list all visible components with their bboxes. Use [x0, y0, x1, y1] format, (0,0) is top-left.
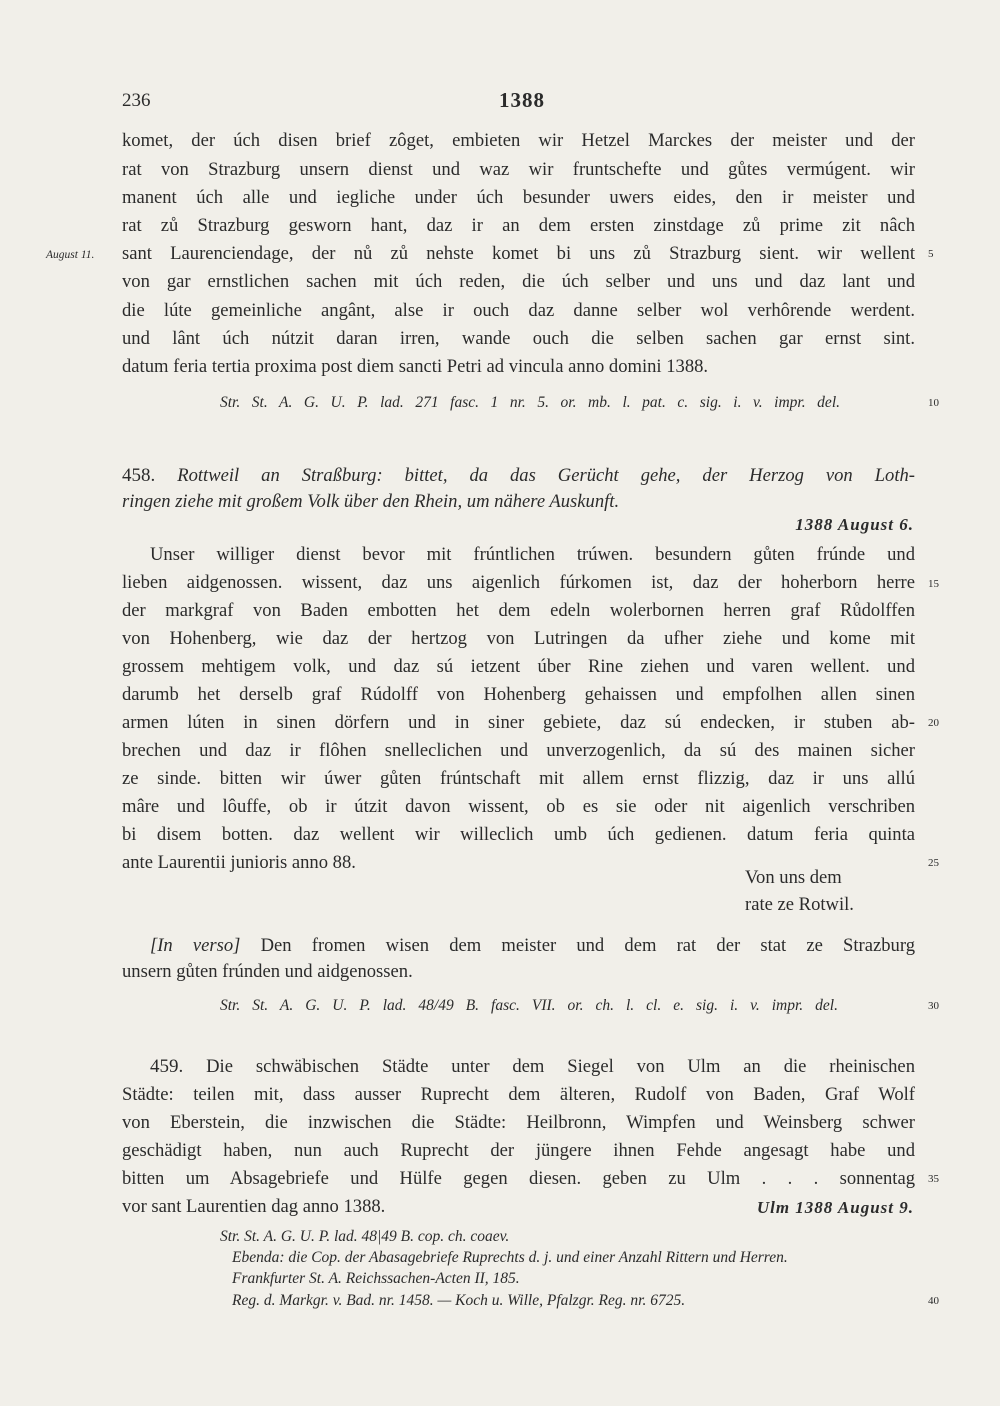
doc458-closing-1: Von uns dem — [745, 867, 842, 888]
doc458-line-8: brechen und daz ir flôhen snelleclichen und unverzogenlich, da sú des mainen sicher — [122, 740, 915, 761]
doc458-line-4: von Hohenberg, wie daz der hertzog von Lutringen da ufher ziehe und kome mit — [122, 628, 915, 649]
doc458-verso-label: [In verso] — [150, 935, 241, 956]
line-number-30: 30 — [928, 1000, 939, 1012]
doc458-line-5: grossem mehtigem volk, und daz sú ietzent úber Rine ziehen und varen wellent. und — [122, 656, 915, 677]
doc459-number: 459. — [150, 1056, 184, 1077]
doc458-source: Str. St. A. G. U. P. lad. 48/49 B. fasc. VII. or. ch. l. cl. e. sig. i. v. impr. del. — [220, 997, 838, 1014]
doc457-line-9: datum feria tertia proxima post diem sancti Petri ad vincula anno domini 1388. — [122, 356, 709, 377]
doc459-line-3: von Eberstein, die inzwischen die Städte: Heilbronn, Wimpfen und Weinsberg schwer — [122, 1112, 915, 1133]
doc458-heading-2: ringen ziehe mit großem Volk über den Rhein, um nähere Auskunft. — [122, 491, 620, 512]
doc458-line-2: lieben aidgenossen. wissent, daz uns aigenlich fúrkomen ist, daz der hoherborn herre — [122, 572, 915, 593]
doc458-line-9: ze sinde. bitten wir úwer gůten frúntschaft mit allem ernst flizzig, daz ir uns allú — [122, 768, 915, 789]
doc458-heading-1: Rottweil an Straßburg: bittet, da das Gerücht gehe, der Herzog von Loth- — [177, 465, 915, 486]
doc457-line-1: komet, der úch disen brief zôget, embieten wir Hetzel Marckes der meister und der — [122, 130, 915, 151]
doc457-line-6: von gar ernstlichen sachen mit úch reden, die úch selber und uns und daz lant und — [122, 271, 915, 292]
doc459-line-4: geschädigt haben, nun auch Ruprecht der jüngere ihnen Fehde angesagt habe und — [122, 1140, 915, 1161]
doc459-line-1 — [150, 1053, 915, 1080]
doc459-line-6: vor sant Laurentien dag anno 1388. — [122, 1196, 386, 1217]
doc459-line-2: Städte: teilen mit, dass ausser Ruprecht dem älteren, Rudolf von Baden, Graf Wolf — [122, 1084, 915, 1105]
doc458-verso-2: unsern gůten frúnden und aidgenossen. — [122, 961, 413, 982]
doc458-dateline: 1388 August 6. — [795, 515, 914, 534]
doc459-ref-2: Ebenda: die Cop. der Abasagebriefe Ruprechts d. j. und einer Anzahl Rittern und Herren. — [232, 1249, 788, 1266]
doc458-line-11: bi disem botten. daz wellent wir willeclich umb úch gedienen. datum feria quinta — [122, 824, 915, 845]
doc458-line-7: armen lúten in sinen dörfern und in siner gebiete, daz sú endecken, ir stuben ab- — [122, 712, 915, 733]
doc458-line-10: mâre und lôuffe, ob ir útzit davon wissent, ob es sie oder nit aigenlich verschriben — [122, 796, 915, 817]
line-number-10: 10 — [928, 397, 939, 409]
line-number-5: 5 — [928, 248, 934, 260]
line-number-35: 35 — [928, 1173, 939, 1185]
doc458-line-3: der markgraf von Baden embotten het dem edeln wolerbornen herren graf Růdolffen — [122, 600, 915, 621]
doc459-ref-3: Frankfurter St. A. Reichssachen-Acten II, 185. — [232, 1270, 520, 1287]
line-number-15: 15 — [928, 578, 939, 590]
doc457-line-8: und lânt úch nútzit daran irren, wande ouch die selben sachen gar ernst sint. — [122, 328, 915, 349]
doc459-ref-4: Reg. d. Markgr. v. Bad. nr. 1458. — Koch u. Wille, Pfalzgr. Reg. nr. 6725. — [232, 1292, 686, 1309]
line-number-20: 20 — [928, 717, 939, 729]
doc458-line-6: darumb het derselb graf Rúdolff von Hohenberg gehaissen und empfolhen allen sinen — [122, 684, 915, 705]
doc457-line-2: rat von Strazburg unsern dienst und waz wir fruntschefte und gůtes vermúgent. wir — [122, 159, 915, 180]
doc457-line-3: manent úch alle und iegliche under úch besunder uwers eides, den ir meister und — [122, 187, 915, 208]
page-number: 236 — [122, 90, 151, 111]
doc457-line-5: sant Laurenciendage, der nů zů nehste komet bi uns zů Strazburg sient. wir wellent — [122, 243, 915, 264]
line-number-40: 40 — [928, 1295, 939, 1307]
doc457-source: Str. St. A. G. U. P. lad. 271 fasc. 1 nr. 5. or. mb. l. pat. c. sig. i. v. impr. del. — [220, 394, 840, 411]
doc458-verso-line-1 — [150, 932, 915, 959]
doc459-ref-1: Str. St. A. G. U. P. lad. 48|49 B. cop. ch. coaev. — [220, 1228, 510, 1245]
doc458-line-12: ante Laurentii junioris anno 88. — [122, 852, 356, 873]
line-number-25: 25 — [928, 857, 939, 869]
page-year: 1388 — [499, 88, 545, 112]
doc457-line-7: die lúte gemeinliche angânt, alse ir ouch daz danne selber wol verhôrende werdent. — [122, 300, 915, 321]
page-header — [122, 90, 922, 120]
doc457-line-4: rat zů Strazburg gesworn hant, daz ir an dem ersten zinstdage zů prime zit nâch — [122, 215, 915, 236]
doc458-verso-1: Den fromen wisen dem meister und dem rat der stat ze Strazburg — [240, 935, 915, 956]
doc459-line-1-text: Die schwäbischen Städte unter dem Siegel von Ulm an die rheinischen — [183, 1056, 915, 1077]
doc459-dateline: Ulm 1388 August 9. — [756, 1198, 914, 1217]
doc459-line-5: bitten um Absagebriefe und Hülfe gegen diesen. geben zu Ulm . . . sonnentag — [122, 1168, 915, 1189]
doc458-number: 458. — [122, 465, 156, 486]
doc458-heading-line-1 — [122, 462, 915, 489]
doc458-closing-2: rate ze Rotwil. — [745, 894, 854, 915]
margin-date-note: August 11. — [46, 249, 95, 261]
doc458-line-1: Unser williger dienst bevor mit frúntlichen trúwen. besundern gůten frúnde und — [150, 544, 915, 565]
